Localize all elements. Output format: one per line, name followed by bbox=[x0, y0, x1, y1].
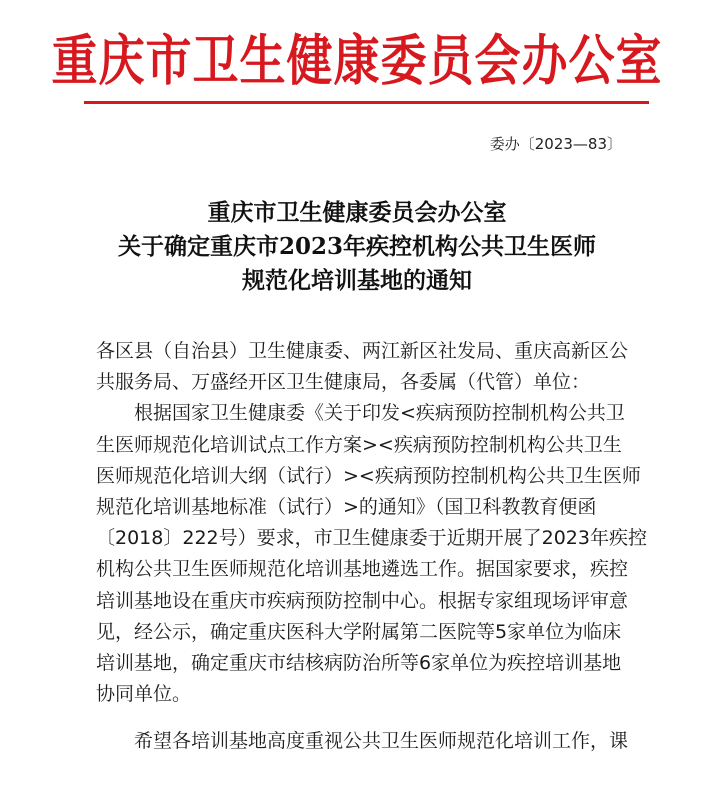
paragraph1-line-8: 见，经公示，确定重庆医科大学附属第二医院等5家单位为临床 bbox=[96, 620, 622, 643]
paragraph1-line-4: 规范化培训基地标准（试行）>的通知》（国卫科教教育便函 bbox=[96, 495, 597, 518]
paragraph1-line-10: 协同单位。 bbox=[96, 683, 192, 706]
paragraph1-line-6: 机构公共卫生医师规范化培训基地遴选工作。据国家要求，疾控 bbox=[96, 558, 629, 581]
title-line-2: 关于确定重庆市2023年疾控机构公共卫生医师 bbox=[117, 233, 596, 260]
paragraph1-line-9: 培训基地，确定重庆市结核病防治所等6家单位为疾控培训基地 bbox=[96, 651, 622, 674]
paragraph-gap bbox=[96, 710, 636, 726]
recipients-line-1: 各区县（自治县）卫生健康委、两江新区社发局、重庆高新区公 bbox=[96, 340, 629, 362]
paragraph1-line-1: 根据国家卫生健康委《关于印发<疾病预防控制机构公共卫 bbox=[96, 402, 625, 425]
letterhead-org-title: 重庆市卫生健康委员会办公室 bbox=[51, 28, 663, 93]
letterhead-red-rule bbox=[84, 101, 649, 104]
paragraph1-line-7: 培训基地设在重庆市疾病预防控制中心。根据专家组现场评审意 bbox=[96, 589, 629, 612]
document-number: 委办〔2023—83〕 bbox=[489, 135, 622, 153]
title-line-3: 规范化培训基地的通知 bbox=[242, 267, 472, 294]
paragraph1-line-3: 医师规范化培训大纲（试行）><疾病预防控制机构公共卫生医师 bbox=[96, 464, 641, 487]
document-title bbox=[0, 196, 714, 298]
recipients-line-2: 共服务局、万盛经开区卫生健康局，各委属（代管）单位： bbox=[96, 371, 591, 394]
paragraph2-line-1: 希望各培训基地高度重视公共卫生医师规范化培训工作，课 bbox=[96, 730, 629, 753]
paragraph1-line-5: 〔2018〕222号）要求，市卫生健康委于近期开展了2023年疾控 bbox=[96, 527, 647, 550]
paragraph1-line-2: 生医师规范化培训试点工作方案><疾病预防控制机构公共卫生 bbox=[96, 433, 622, 456]
watermark-fade bbox=[524, 768, 644, 798]
title-line-1: 重庆市卫生健康委员会办公室 bbox=[207, 199, 507, 226]
document-body bbox=[96, 336, 647, 757]
